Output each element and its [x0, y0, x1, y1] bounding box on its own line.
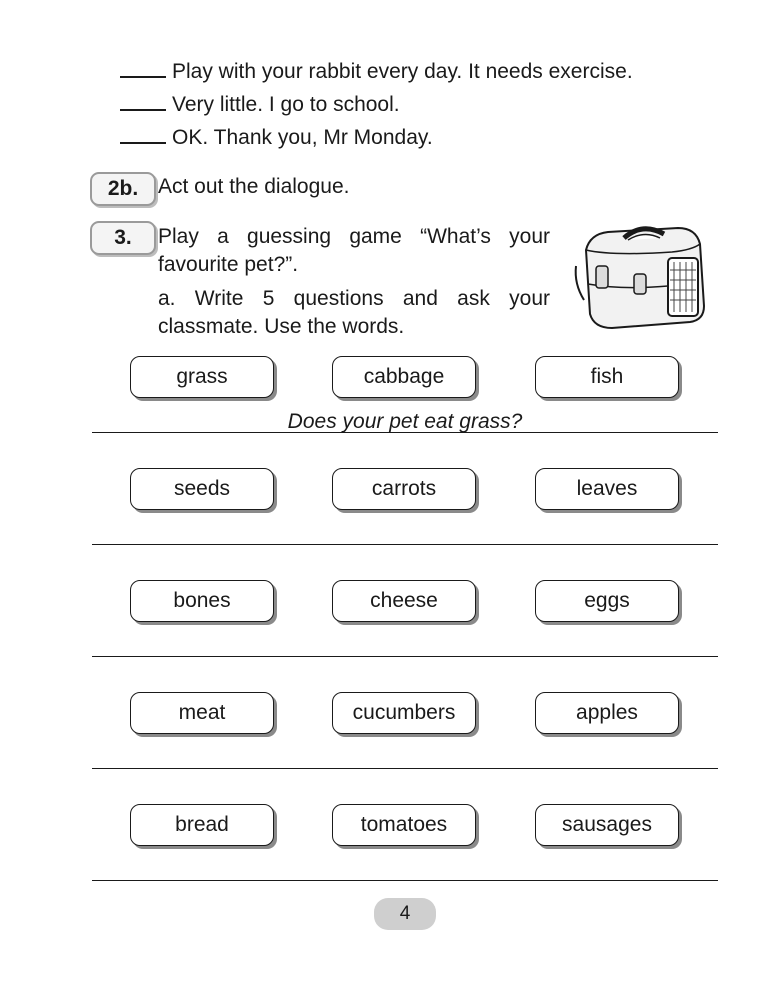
task-instruction: a. Write 5 questions and ask your classmate. Use the words. [158, 287, 550, 338]
word-card-cucumbers: cucumbers [332, 692, 476, 734]
writing-line[interactable] [92, 432, 718, 433]
writing-line[interactable] [92, 880, 718, 881]
word-card-carrots: carrots [332, 468, 476, 510]
word-card-fish: fish [535, 356, 679, 398]
word-card-cheese: cheese [332, 580, 476, 622]
task-instruction: Act out the dialogue. [158, 175, 350, 198]
answer-blank[interactable] [120, 58, 166, 78]
writing-line[interactable] [92, 656, 718, 657]
answer-blank[interactable] [120, 91, 166, 111]
word-card-grass: grass [130, 356, 274, 398]
word-card-eggs: eggs [535, 580, 679, 622]
word-card-tomatoes: tomatoes [332, 804, 476, 846]
word-card-seeds: seeds [130, 468, 274, 510]
pet-carrier-icon [572, 214, 708, 332]
task-instruction: Play a guessing game “What’s your favourite pet?”. [158, 225, 550, 276]
word-card-bones: bones [130, 580, 274, 622]
dialogue-line: OK. Thank you, Mr Monday. [120, 124, 433, 151]
task-number-badge: 3. [90, 221, 156, 255]
dialogue-line: Play with your rabbit every day. It needs exercise. [120, 58, 633, 85]
page-number: 4 [374, 898, 436, 930]
word-card-leaves: leaves [535, 468, 679, 510]
word-card-sausages: sausages [535, 804, 679, 846]
word-card-meat: meat [130, 692, 274, 734]
example-question: Does your pet eat grass? [287, 410, 523, 433]
writing-line[interactable] [92, 768, 718, 769]
answer-blank[interactable] [120, 124, 166, 144]
writing-line[interactable] [92, 544, 718, 545]
word-card-cabbage: cabbage [332, 356, 476, 398]
word-card-apples: apples [535, 692, 679, 734]
word-card-bread: bread [130, 804, 274, 846]
task-number-badge: 2b. [90, 172, 156, 206]
dialogue-line: Very little. I go to school. [120, 91, 400, 118]
